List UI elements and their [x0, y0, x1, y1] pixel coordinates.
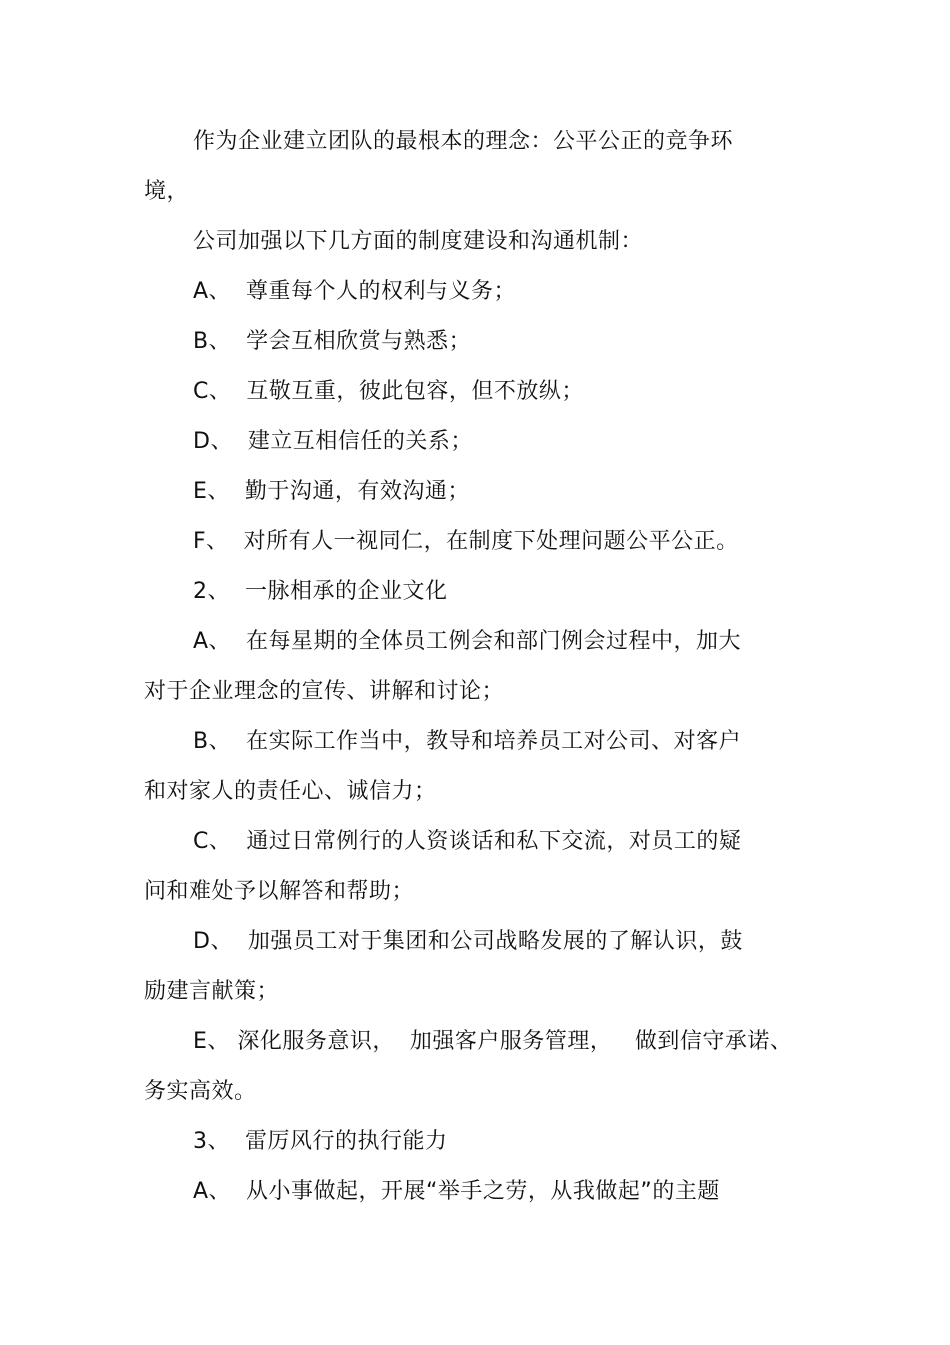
list-item: E、 深化服务意识， 加强客户服务管理， 做到信守承诺、 [193, 1029, 793, 1054]
list-item: B、 学会互相欣赏与熟悉； [193, 329, 472, 354]
paragraph-line: 境， [144, 179, 190, 204]
list-item-continuation: 务实高效。 [144, 1079, 257, 1104]
paragraph-line: 作为企业建立团队的最根本的理念：公平公正的竞争环 [193, 129, 734, 154]
list-item: A、 在每星期的全体员工例会和部门例会过程中，加大 [193, 629, 742, 654]
list-item-continuation: 对于企业理念的宣传、讲解和讨论； [144, 679, 505, 704]
list-item: B、 在实际工作当中，教导和培养员工对公司、对客户 [193, 729, 742, 754]
list-item: D、 加强员工对于集团和公司战略发展的了解认识，鼓 [193, 929, 743, 954]
list-item: D、 建立互相信任的关系； [193, 429, 473, 454]
list-item-continuation: 和对家人的责任心、诚信力； [144, 779, 437, 804]
list-item-continuation: 问和难处予以解答和帮助； [144, 879, 415, 904]
paragraph-line: 公司加强以下几方面的制度建设和沟通机制： [193, 229, 644, 254]
section-heading: 3、 雷厉风行的执行能力 [193, 1129, 448, 1154]
list-item-continuation: 励建言献策； [144, 979, 280, 1004]
list-item: A、 尊重每个人的权利与义务； [193, 279, 517, 304]
list-item: F、 对所有人一视同仁，在制度下处理问题公平公正。 [193, 529, 739, 554]
list-item: E、 勤于沟通，有效沟通； [193, 479, 470, 504]
list-item: C、 通过日常例行的人资谈话和私下交流，对员工的疑 [193, 829, 742, 854]
list-item: A、 从小事做起，开展“举手之劳，从我做起”的主题 [193, 1179, 720, 1204]
list-item: C、 互敬互重，彼此包容，但不放纵； [193, 379, 584, 404]
section-heading: 2、 一脉相承的企业文化 [193, 579, 448, 604]
